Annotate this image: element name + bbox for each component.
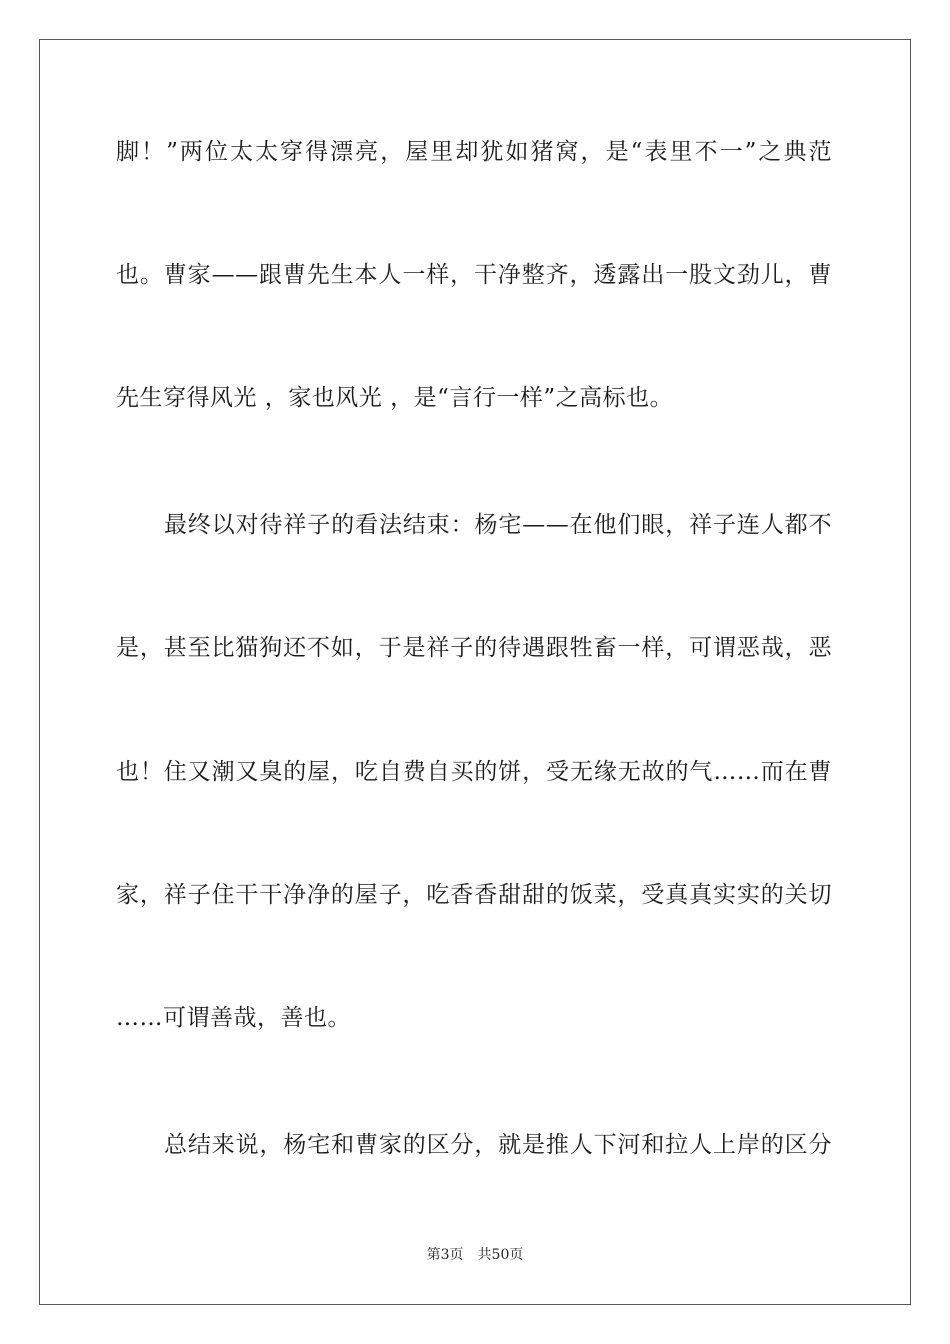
- text-line-8: ……可谓善哉，善也。: [116, 1005, 351, 1031]
- text-line-2: 也。曹家——跟曹先生本人一样，干净整齐，透露出一股文劲儿，曹: [116, 262, 832, 288]
- text-line-9: 总结来说，杨宅和曹家的区分，就是推人下河和拉人上岸的区分: [164, 1132, 832, 1158]
- text-line-5: 是，甚至比猫狗还不如，于是祥子的待遇跟牲畜一样，可谓恶哉，恶: [116, 635, 832, 661]
- text-line-7: 家，祥子住干干净净的屋子，吃香香甜甜的饭菜，受真真实实的关切: [116, 882, 832, 908]
- text-line-1: 脚！”两位太太穿得漂亮，屋里却犹如猪窝，是“表里不一”之典范: [116, 139, 832, 165]
- page-number-footer: 第3页 共50页: [426, 1247, 524, 1263]
- text-line-4: 最终以对待祥子的看法结束：杨宅——在他们眼，祥子连人都不: [164, 512, 832, 538]
- text-line-3: 先生穿得风光 ，家也风光 ，是“言行一样”之高标也。: [116, 385, 674, 411]
- page-border: [39, 39, 911, 1305]
- text-line-6: 也！住又潮又臭的屋，吃自费自买的饼，受无缘无故的气……而在曹: [116, 759, 832, 785]
